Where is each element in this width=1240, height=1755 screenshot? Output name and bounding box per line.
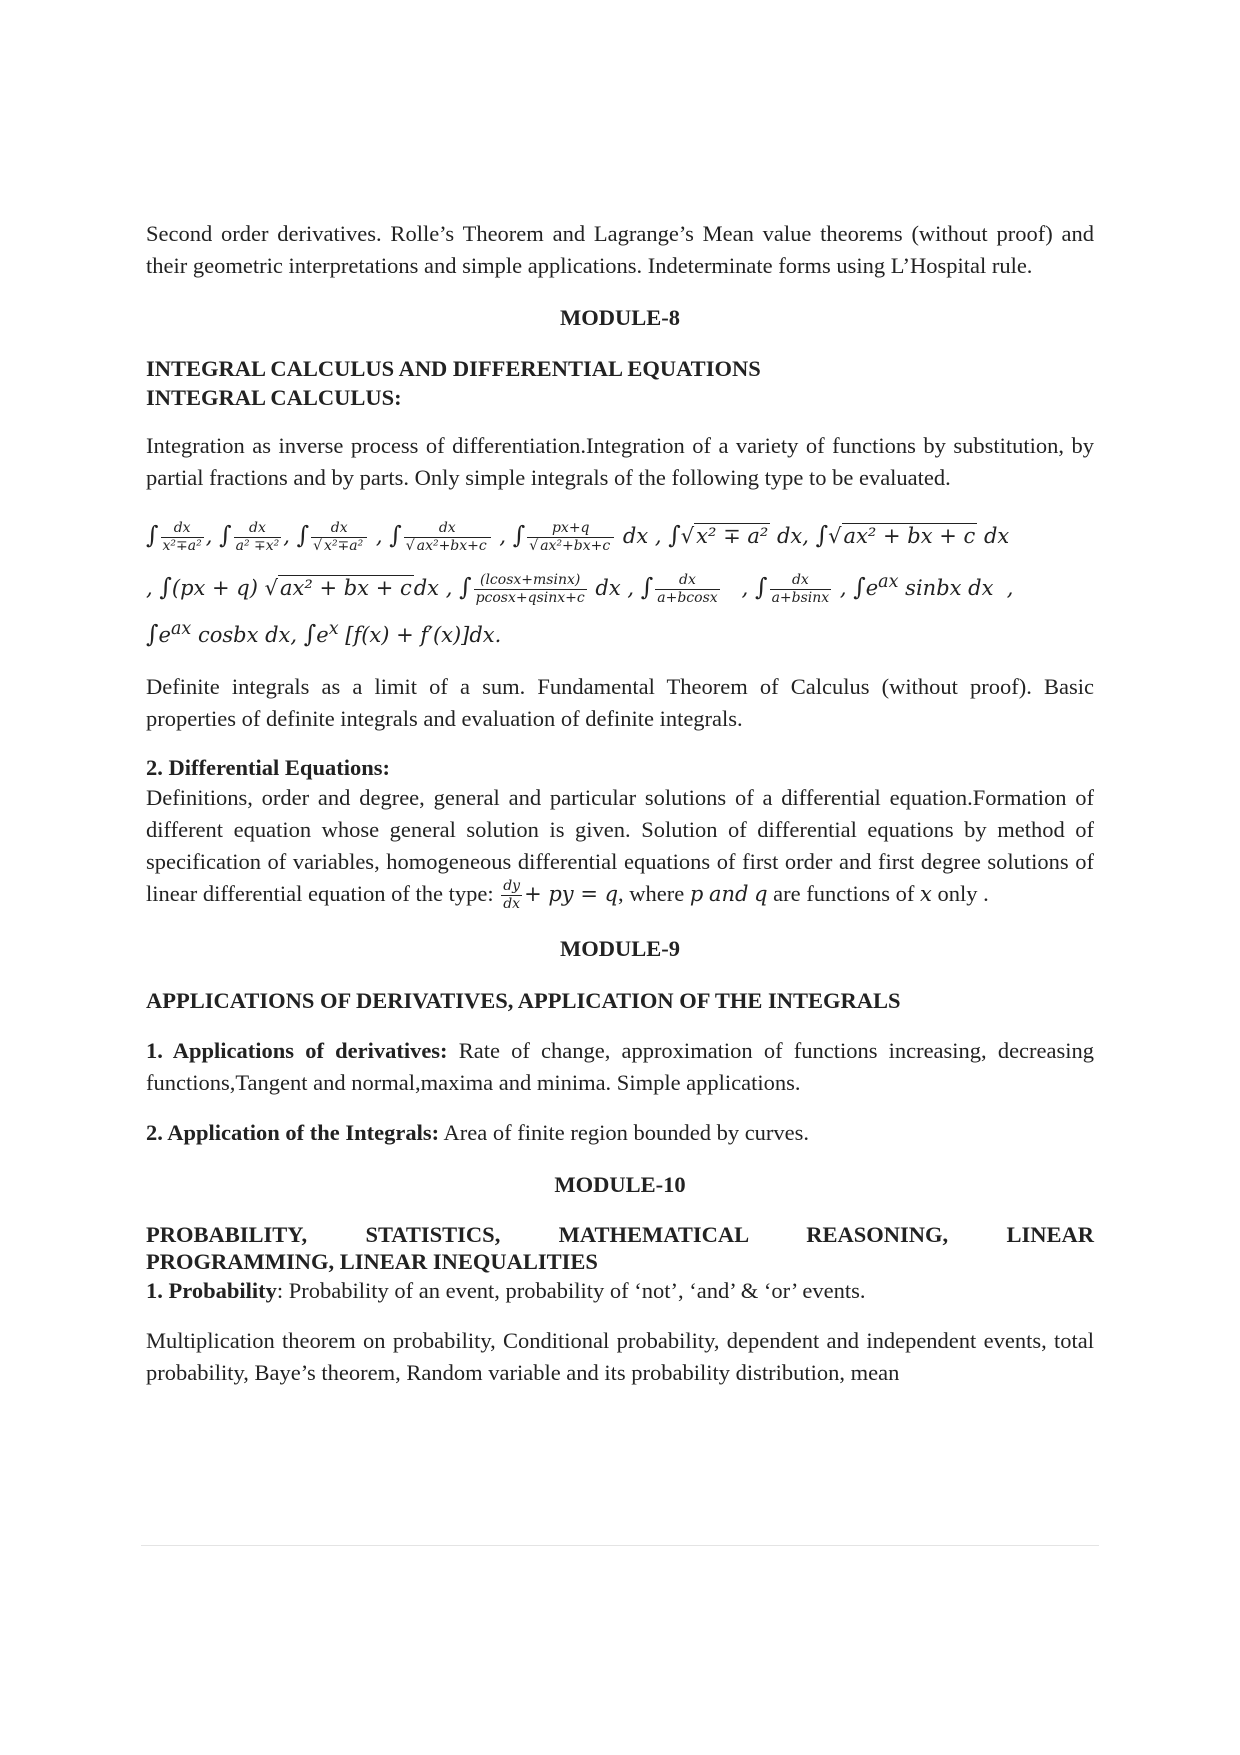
formula-frac-4: $\frac{dx}{\text{√ ax²+bx+c}}$ — [404, 520, 491, 555]
formula-sqrt-6: x² ∓ a² — [696, 524, 769, 548]
page-footer-divider — [141, 1545, 1099, 1546]
differential-equations-paragraph: Definitions, order and degree, general and particular solutions of a differential equation.Formation of different equation whose general solution is given. Solution of differential equations by method of specification of variables, homogeneous differential equations of first order and first degree solutions of linear differential equation of the type: $\frac{dy}{dx}$ + py = q, where p and q are functions of x only . — [146, 785, 1094, 913]
formula-frac-1: $\frac{dx}{\text{x²∓a²}}$ — [162, 520, 202, 554]
integral-formulas — [146, 512, 1094, 653]
module10-paragraph: Multiplication theorem on probability, Conditional probability, dependent and independent events, total probability, Baye’s theorem, Random variable and its probability distribution, mean — [146, 1328, 1094, 1386]
module10-item-1: 1. Probability: Probability of an event, probability of ‘not’, ‘and’ & ‘or’ events. — [146, 1278, 866, 1304]
module8-paragraph-1: Integration as inverse process of differentiation.Integration of a variety of functions by substitution, by partial fractions and by parts. Only simple integrals of the following type to be evaluated. — [146, 433, 1094, 490]
formula-frac-11: $\frac{dx}{a+bsinx}$ — [771, 572, 830, 606]
formula-frac-10: $\frac{dx}{a+bcosx}$ — [657, 572, 718, 606]
module10-title-line-1: PROBABILITY, STATISTICS, MATHEMATICAL REASONING, LINEAR — [146, 1222, 1094, 1248]
module8-subtitle: INTEGRAL CALCULUS: — [146, 385, 402, 410]
formula-sqrt-8: ax² + bx + c — [280, 576, 412, 600]
formula-frac-2: $\frac{dx}{\text{a² ∓x²}}$ — [235, 520, 280, 554]
module8-paragraph-2: Definite integrals as a limit of a sum. Fundamental Theorem of Calculus (without proof). Basic properties of definite integrals and evaluation of definite integrals. — [146, 674, 1094, 731]
formula-line-1: ∫ $\frac{dx}{\text{x²∓a²}}$ , ∫ $\frac{dx}{\text{a² ∓x²}}$ , ∫ $\frac{dx}{\text{√ x²∓a²}}$ , ∫ $\frac{dx}{\text{√ ax²+bx+c}}$ , ∫ $\frac{px+q}{\text{√ ax²+bx+c}}$ dx , ∫√x² ∓ a² dx, ∫√ax² + bx + c dx — [146, 520, 1010, 554]
formula-sqrt-7: ax² + bx + c — [843, 524, 976, 548]
formula-frac-3: $\frac{dx}{\text{√ x²∓a²}}$ — [311, 520, 367, 555]
module10-heading: MODULE-10 — [554, 1172, 686, 1198]
differential-equations-heading: 2. Differential Equations: — [146, 755, 390, 780]
module9-title: APPLICATIONS OF DERIVATIVES, APPLICATION OF THE INTEGRALS — [146, 988, 901, 1014]
module8-heading: MODULE-8 — [560, 305, 680, 330]
intro-paragraph: Second order derivatives. Rolle’s Theorem and Lagrange’s Mean value theorems (without proof) and their geometric interpretations and simple applications. Indeterminate forms using L’Hospital rule. — [146, 221, 1094, 278]
module8-title: INTEGRAL CALCULUS AND DIFFERENTIAL EQUATIONS — [146, 356, 761, 381]
formula-line-3: $\int e^{ax}$ cosbx dx, $\int e^x$ [f(x) + f′(x)]dx. — [146, 619, 502, 648]
dy-dx-fraction: $\frac{dy}{dx}$ — [503, 878, 521, 913]
module9-item-1: 1. Applications of derivatives: Rate of change, approximation of functions increasing, decreasing functions,Tangent and normal,maxima and minima. Simple applications. — [146, 1038, 1095, 1096]
module9-heading: MODULE-9 — [560, 936, 680, 962]
formula-frac-9: $\frac{(lcosx+msinx)}{pcosx+qsinx+c}$ — [475, 572, 585, 606]
document-page — [146, 218, 1094, 1389]
module9-item-2: 2. Application of the Integrals: Area of finite region bounded by curves. — [146, 1120, 810, 1146]
formula-line-2: , ∫(px + q) √ax² + bx + cdx , ∫ $\frac{(lcosx+msinx)}{pcosx+qsinx+c}$ dx , ∫ $\frac{dx}{a+bcosx}$ , ∫ $\frac{dx}{a+bsinx}$ , $\int e^{ax}$ sinbx dx , — [146, 572, 1014, 606]
module10-title-line-2: PROGRAMMING, LINEAR INEQUALITIES — [146, 1249, 598, 1275]
formula-frac-5: $\frac{px+q}{\text{√ ax²+bx+c}}$ — [527, 520, 614, 555]
